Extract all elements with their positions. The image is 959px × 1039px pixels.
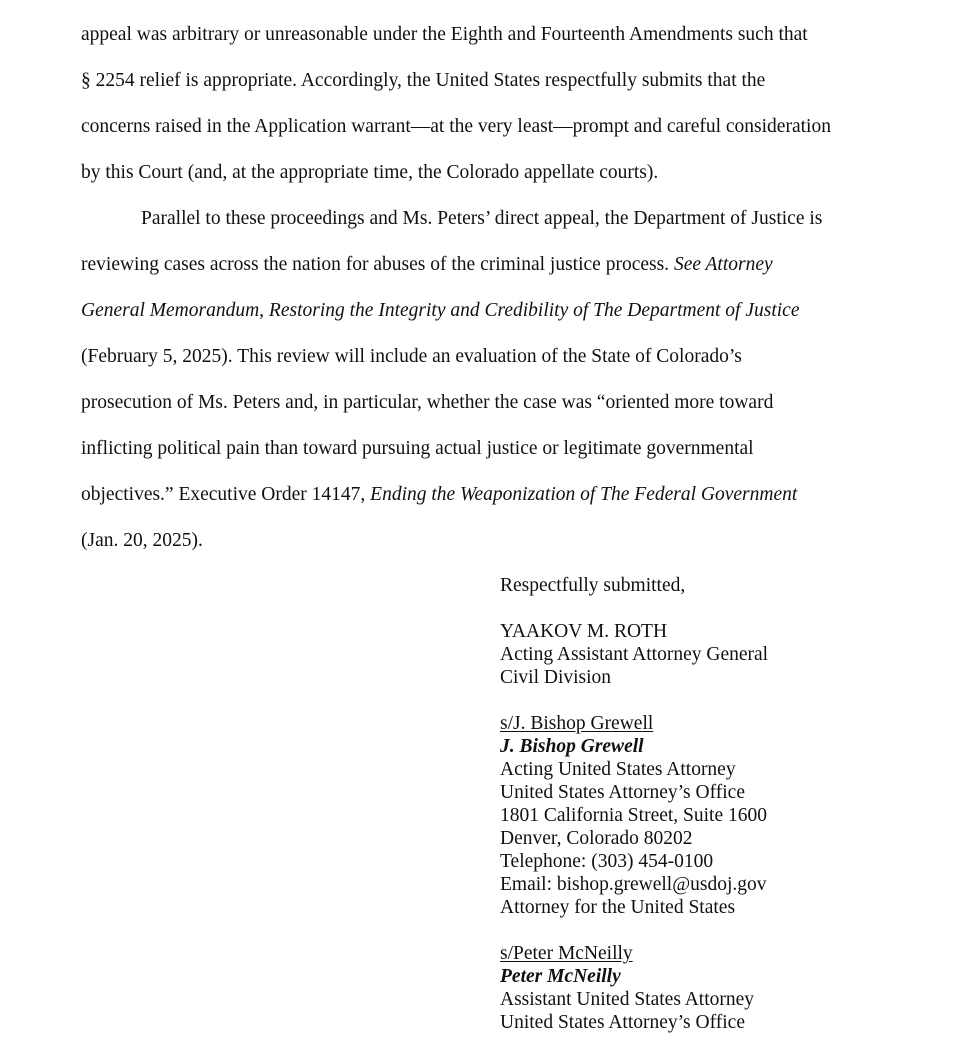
body-line (81, 439, 754, 459)
body-line (81, 485, 797, 505)
mcneilly-esignature: s/Peter McNeilly (500, 943, 633, 964)
executive-order-title: Ending the Weaponization of The Federal Government (370, 484, 798, 505)
closing: Respectfully submitted, (500, 575, 686, 596)
body-text: objectives.” Executive Order 14147, (81, 484, 371, 505)
body-text: by this Court (and, at the appropriate time, the Colorado appellate courts). (81, 162, 659, 183)
body-text: prosecution of Ms. Peters and, in particular, whether the case was “oriented more toward (81, 392, 774, 413)
body-line (141, 209, 822, 229)
grewell-city: Denver, Colorado 80202 (500, 828, 693, 849)
roth-division: Civil Division (500, 667, 612, 688)
roth-name: YAAKOV M. ROTH (500, 621, 668, 642)
body-line (81, 25, 808, 45)
body-text: § 2254 relief is appropriate. Accordingly, the United States respectfully submits that the (81, 70, 766, 91)
grewell-esignature: s/J. Bishop Grewell (500, 713, 654, 734)
mcneilly-name: Peter McNeilly (500, 966, 621, 987)
body-line (81, 71, 765, 91)
body-text: inflicting political pain than toward pursuing actual justice or legitimate governmental (81, 438, 754, 459)
grewell-street: 1801 California Street, Suite 1600 (500, 805, 768, 826)
citation-signal: See Attorney (673, 254, 773, 275)
memorandum-title: General Memorandum, Restoring the Integrity and Credibility of The Department of Justice (81, 300, 800, 321)
body-text: appeal was arbitrary or unreasonable under the Eighth and Fourteenth Amendments such that (81, 24, 808, 45)
body-text: (February 5, 2025). This review will include an evaluation of the State of Colorado’s (81, 346, 742, 367)
body-text: Parallel to these proceedings and Ms. Peters’ direct appeal, the Department of Justice is (141, 208, 823, 229)
body-line (81, 163, 658, 183)
grewell-office: United States Attorney’s Office (500, 782, 745, 803)
body-text: (Jan. 20, 2025). (81, 530, 203, 551)
grewell-role: Attorney for the United States (500, 897, 736, 918)
grewell-email: Email: bishop.grewell@usdoj.gov (500, 874, 767, 895)
grewell-name: J. Bishop Grewell (500, 736, 644, 757)
body-line (81, 117, 831, 137)
body-line (81, 393, 773, 413)
body-line (81, 531, 203, 551)
body-text: concerns raised in the Application warrant—at the very least—prompt and careful consideration (81, 116, 831, 137)
body-text: reviewing cases across the nation for abuses of the criminal justice process. (81, 254, 674, 275)
body-line (81, 301, 800, 321)
roth-title: Acting Assistant Attorney General (500, 644, 769, 665)
mcneilly-title: Assistant United States Attorney (500, 989, 755, 1010)
grewell-title: Acting United States Attorney (500, 759, 736, 780)
mcneilly-office: United States Attorney’s Office (500, 1012, 745, 1033)
body-line (81, 255, 773, 275)
grewell-phone: Telephone: (303) 454-0100 (500, 851, 714, 872)
body-line (81, 347, 742, 367)
